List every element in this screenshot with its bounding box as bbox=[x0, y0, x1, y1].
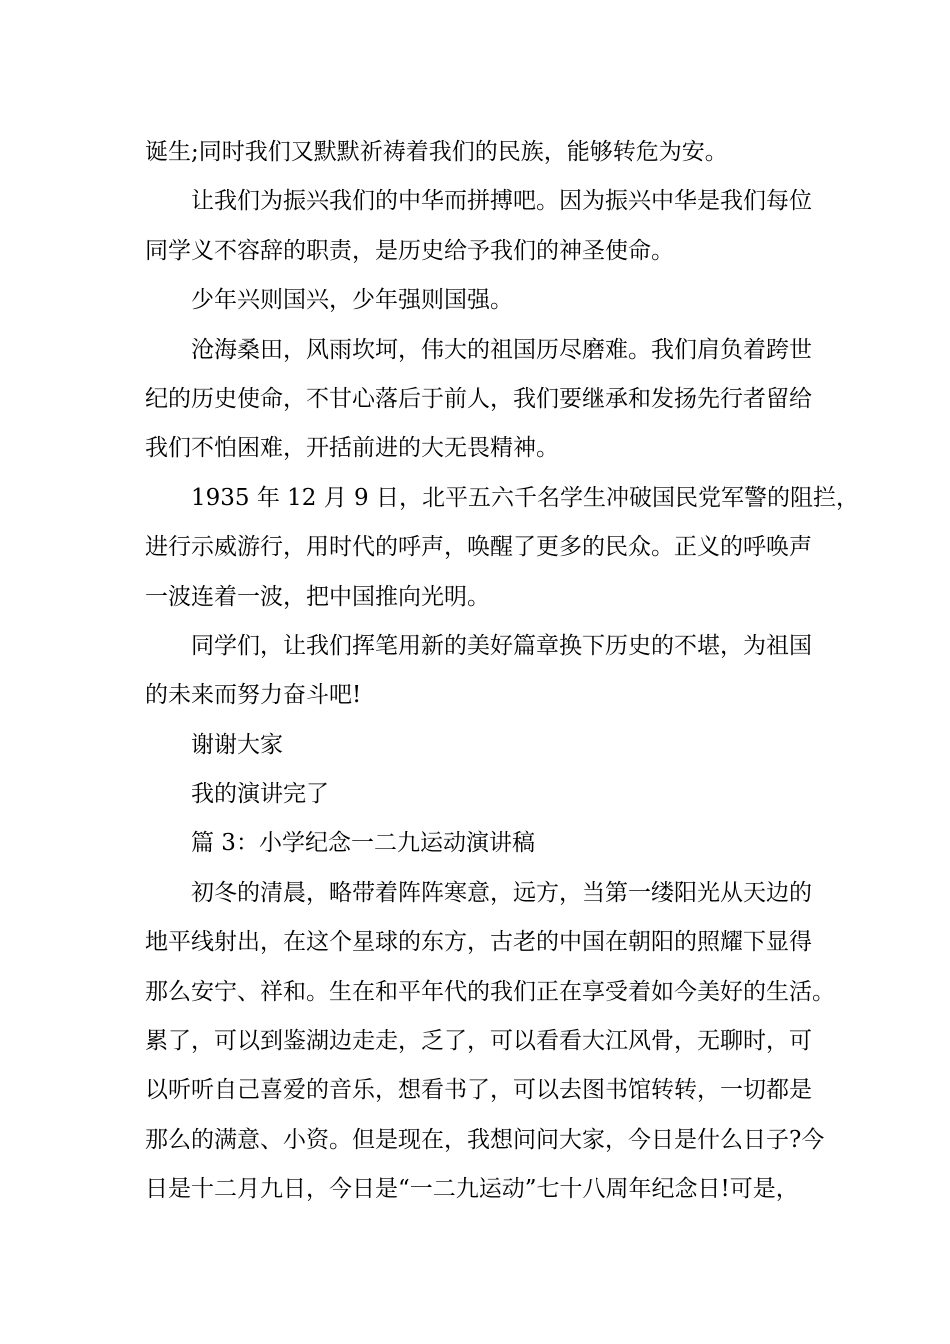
text-line: 日是十二月九日，今日是“一二九运动”七十八周年纪念日!可是， bbox=[145, 1176, 799, 1203]
text-line: 我的演讲完了 bbox=[191, 781, 329, 808]
text-line: 地平线射出，在这个星球的东方，古老的中国在朝阳的照耀下显得 bbox=[145, 929, 812, 956]
text-line: 我们不怕困难，开括前进的大无畏精神。 bbox=[145, 435, 559, 462]
text-line: 初冬的清晨，略带着阵阵寒意，远方，当第一缕阳光从天边的 bbox=[191, 879, 812, 906]
text-line: 一波连着一波，把中国推向光明。 bbox=[145, 583, 490, 610]
text-line: 让我们为振兴我们的中华而拼搏吧。因为振兴中华是我们每位 bbox=[191, 188, 812, 215]
text-line: 那么安宁、祥和。生在和平年代的我们正在享受着如今美好的生活。 bbox=[145, 978, 835, 1005]
section-heading: 篇 3：小学纪念一二九运动演讲稿 bbox=[191, 830, 535, 857]
text-line: 以听听自己喜爱的音乐，想看书了，可以去图书馆转转，一切都是 bbox=[145, 1077, 812, 1104]
text-line: 1935 年 12 月 9 日，北平五六千名学生冲破国民党军警的阻拦， bbox=[191, 484, 859, 511]
text-line: 谢谢大家 bbox=[191, 731, 283, 758]
text-line: 累了，可以到鉴湖边走走，乏了，可以看看大江风骨，无聊时，可 bbox=[145, 1028, 812, 1055]
text-line: 同学们，让我们挥笔用新的美好篇章换下历史的不堪，为祖国 bbox=[191, 632, 812, 659]
text-line: 沧海桑田，风雨坎坷，伟大的祖国历尽磨难。我们肩负着跨世 bbox=[191, 336, 812, 363]
document-body bbox=[145, 128, 859, 1215]
text-line: 诞生;同时我们又默默祈祷着我们的民族，能够转危为安。 bbox=[145, 139, 728, 165]
text-line: 同学义不容辞的职责，是历史给予我们的神圣使命。 bbox=[145, 237, 674, 264]
text-line: 的未来而努力奋斗吧! bbox=[145, 682, 362, 709]
text-line: 那么的满意、小资。但是现在，我想问问大家，今日是什么日子?今 bbox=[145, 1126, 825, 1153]
text-line: 进行示威游行，用时代的呼声，唤醒了更多的民众。正义的呼唤声 bbox=[145, 534, 812, 561]
text-line: 少年兴则国兴，少年强则国强。 bbox=[191, 287, 513, 314]
text-line: 纪的历史使命，不甘心落后于前人，我们要继承和发扬先行者留给 bbox=[145, 385, 812, 412]
